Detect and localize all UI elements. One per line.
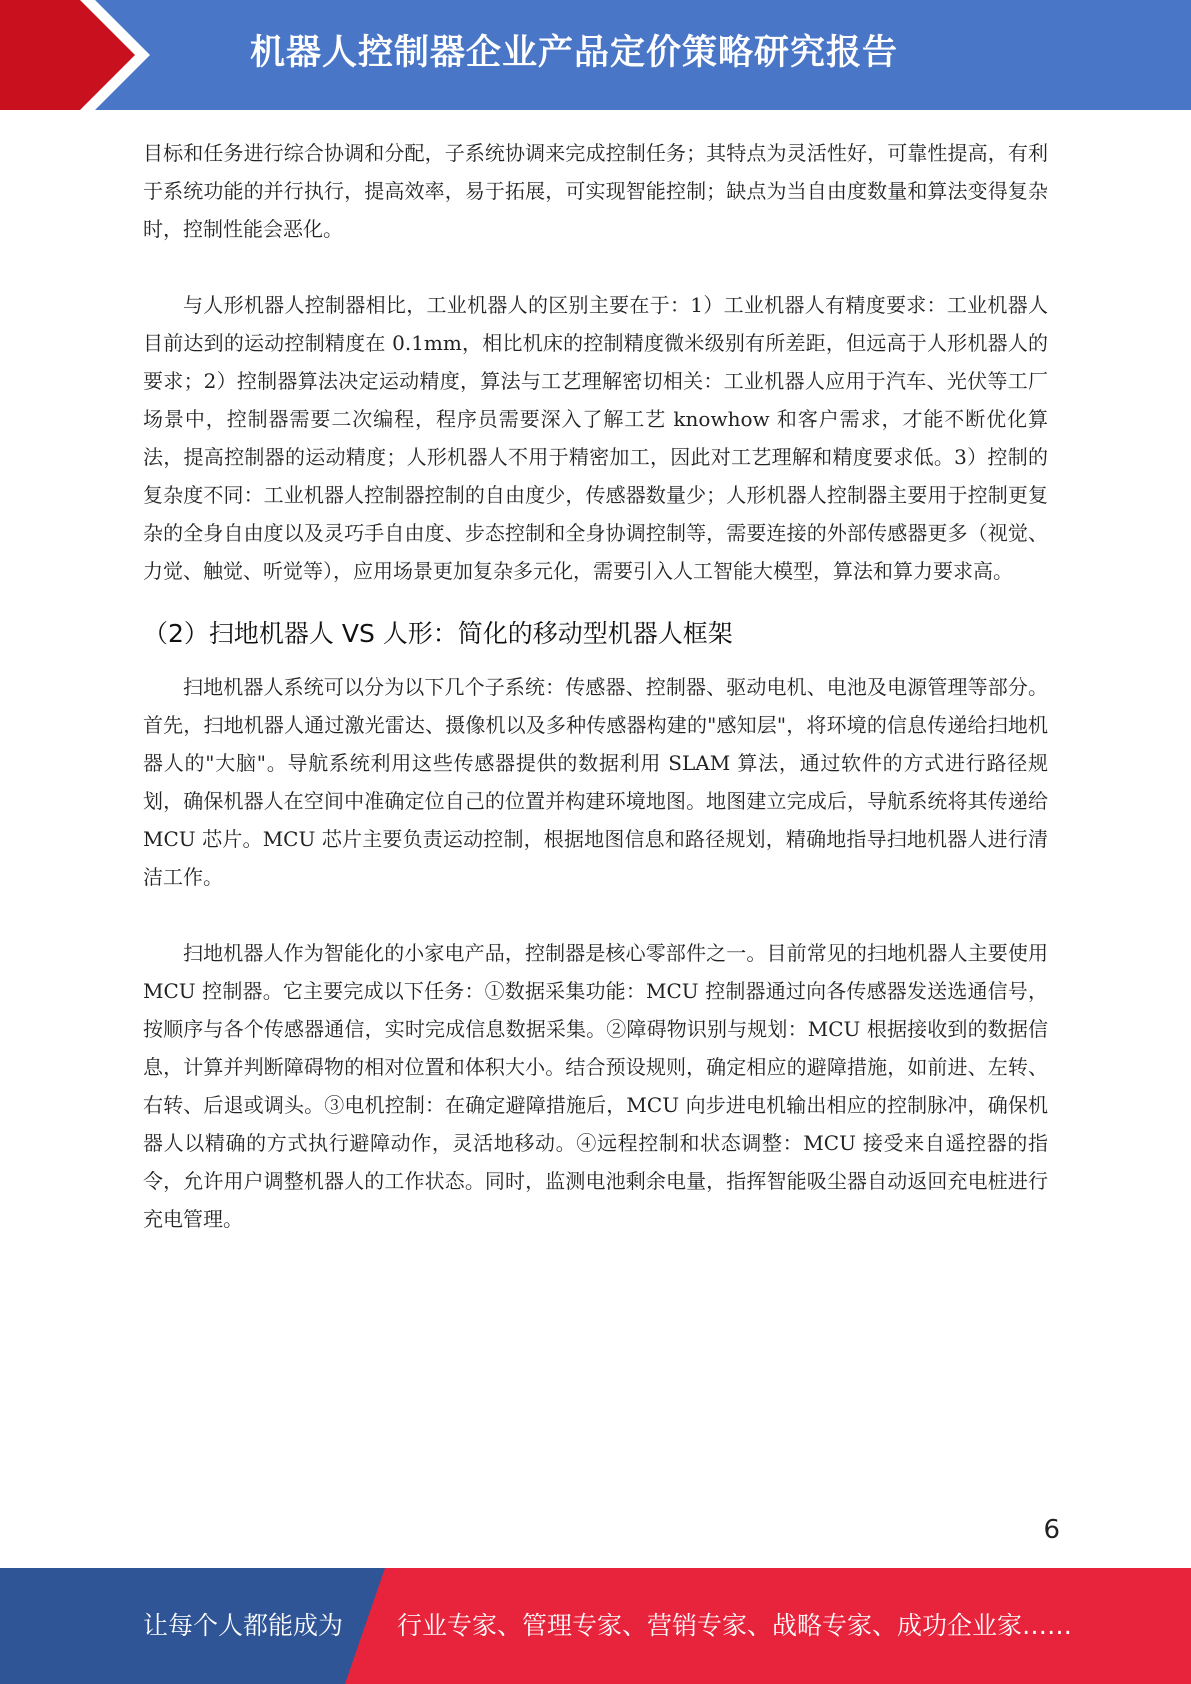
paragraph-2: 与人形机器人控制器相比，工业机器人的区别主要在于：1）工业机器人有精度要求：工业机器人目前达到的运动控制精度在 0.1mm，相比机床的控制精度微米级别有所差距，但远高于人形机器人的要求；2）控制器算法决定运动精度，算法与工艺理解密切相关：工业机器人应用于汽车、光伏等工厂场景中，控制器需要二次编程，程序员需要深入了解工艺 knowhow 和客户需求，才能不断优化算法，提高控制器的运动精度；人形机器人不用于精密加工，因此对工艺理解和精度要求低。3）控制的复杂度不同：工业机器人控制器控制的自由度少，传感器数量少；人形机器人控制器主要用于控制更复杂的全身自由度以及灵巧手自由度、步态控制和全身协调控制等，需要连接的外部传感器更多（视觉、力觉、触觉、听觉等），应用场景更加复杂多元化，需要引入人工智能大模型，算法和算力要求高。	[143, 293, 1048, 583]
footer-bar	[0, 1568, 1191, 1684]
footer-slogan-right: 行业专家、管理专家、营销专家、战略专家、成功企业家……	[397, 1611, 1073, 1640]
header-bar	[0, 0, 1191, 110]
paragraph-3: 扫地机器人系统可以分为以下几个子系统：传感器、控制器、驱动电机、电池及电源管理等部分。首先，扫地机器人通过激光雷达、摄像机以及多种传感器构建的"感知层"，将环境的信息传递给扫地机器人的"大脑"。导航系统利用这些传感器提供的数据利用 SLAM 算法，通过软件的方式进行路径规划，确保机器人在空间中准确定位自己的位置并构建环境地图。地图建立完成后，导航系统将其传递给 MCU 芯片。MCU 芯片主要负责运动控制，根据地图信息和路径规划，精确地指导扫地机器人进行清洁工作。	[143, 675, 1048, 889]
report-title: 机器人控制器企业产品定价策略研究报告	[250, 33, 899, 73]
section-heading: （2）扫地机器人 VS 人形：简化的移动型机器人框架	[143, 619, 733, 648]
main-content	[143, 134, 1048, 1238]
footer-slogan-left: 让每个人都能成为	[143, 1611, 344, 1640]
paragraph-1: 目标和任务进行综合协调和分配，子系统协调来完成控制任务；其特点为灵活性好，可靠性提高，有利于系统功能的并行执行，提高效率，易于拓展，可实现智能控制；缺点为当自由度数量和算法变得复杂时，控制性能会恶化。	[143, 141, 1048, 241]
page-number: 6	[1043, 1515, 1060, 1545]
paragraph-4: 扫地机器人作为智能化的小家电产品，控制器是核心零部件之一。目前常见的扫地机器人主要使用 MCU 控制器。它主要完成以下任务：①数据采集功能：MCU 控制器通过向各传感器发送选通信号，按顺序与各个传感器通信，实时完成信息数据采集。②障碍物识别与规划：MCU 根据接收到的数据信息，计算并判断障碍物的相对位置和体积大小。结合预设规则，确定相应的避障措施，如前进、左转、右转、后退或调头。③电机控制：在确定避障措施后，MCU 向步进电机输出相应的控制脉冲，确保机器人以精确的方式执行避障动作，灵活地移动。④远程控制和状态调整：MCU 接受来自遥控器的指令，允许用户调整机器人的工作状态。同时，监测电池剩余电量，指挥智能吸尘器自动返回充电桩进行充电管理。	[143, 941, 1048, 1231]
